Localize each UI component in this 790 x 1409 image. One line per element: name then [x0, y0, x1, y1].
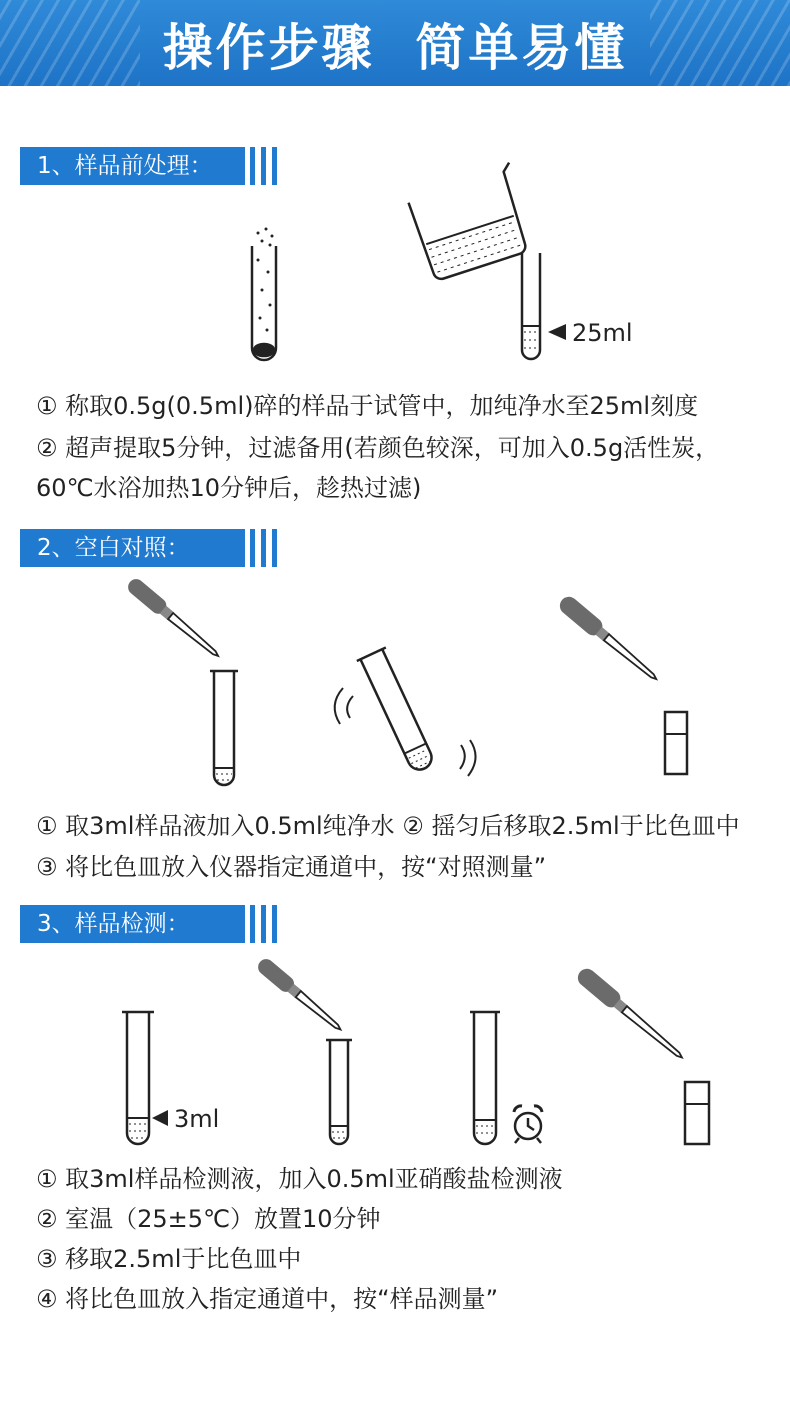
- section-3-title: 3、样品检测：: [20, 905, 245, 943]
- cuvette-icon: [685, 1082, 709, 1144]
- section-1-title: 1、样品前处理：: [20, 147, 245, 185]
- section-3-step-3: ③ 移取2.5ml于比色皿中: [36, 1245, 302, 1273]
- dropper-icon: [255, 956, 346, 1036]
- section-1-step-1: ① 称取0.5g(0.5ml)碎的样品于试管中，加纯净水至25ml刻度: [36, 392, 699, 420]
- section-3-step-1: ① 取3ml样品检测液，加入0.5ml亚硝酸盐检测液: [36, 1165, 563, 1193]
- section-2-step-2: ③ 将比色皿放入仪器指定通道中，按“对照测量”: [36, 853, 547, 881]
- volume-marker: [152, 1110, 168, 1126]
- section-1-step-2: ② 超声提取5分钟，过滤备用(若颜色较深，可加入0.5g活性炭，: [36, 434, 720, 462]
- test-tube-icon: [326, 1040, 352, 1144]
- volume-label-3ml: 3ml: [174, 1105, 220, 1133]
- volume-label-25ml: 25ml: [572, 319, 633, 347]
- test-tube-icon: [122, 1012, 154, 1144]
- section-3-step-4: ④ 将比色皿放入指定通道中，按“样品测量”: [36, 1285, 499, 1313]
- dropper-icon: [574, 965, 687, 1064]
- section-2-step-1: ① 取3ml样品液加入0.5ml纯净水 ② 摇匀后移取2.5ml于比色皿中: [36, 812, 740, 840]
- page-title: 操作步骤 简单易懂: [162, 19, 628, 77]
- section-1-step-3: 60℃水浴加热10分钟后，趁热过滤): [36, 474, 422, 502]
- test-tube-icon: [470, 1012, 500, 1144]
- alarm-clock-icon: [514, 1106, 542, 1143]
- section-3-step-2: ② 室温（25±5℃）放置10分钟: [36, 1205, 381, 1233]
- section-2-title: 2、空白对照：: [20, 529, 245, 567]
